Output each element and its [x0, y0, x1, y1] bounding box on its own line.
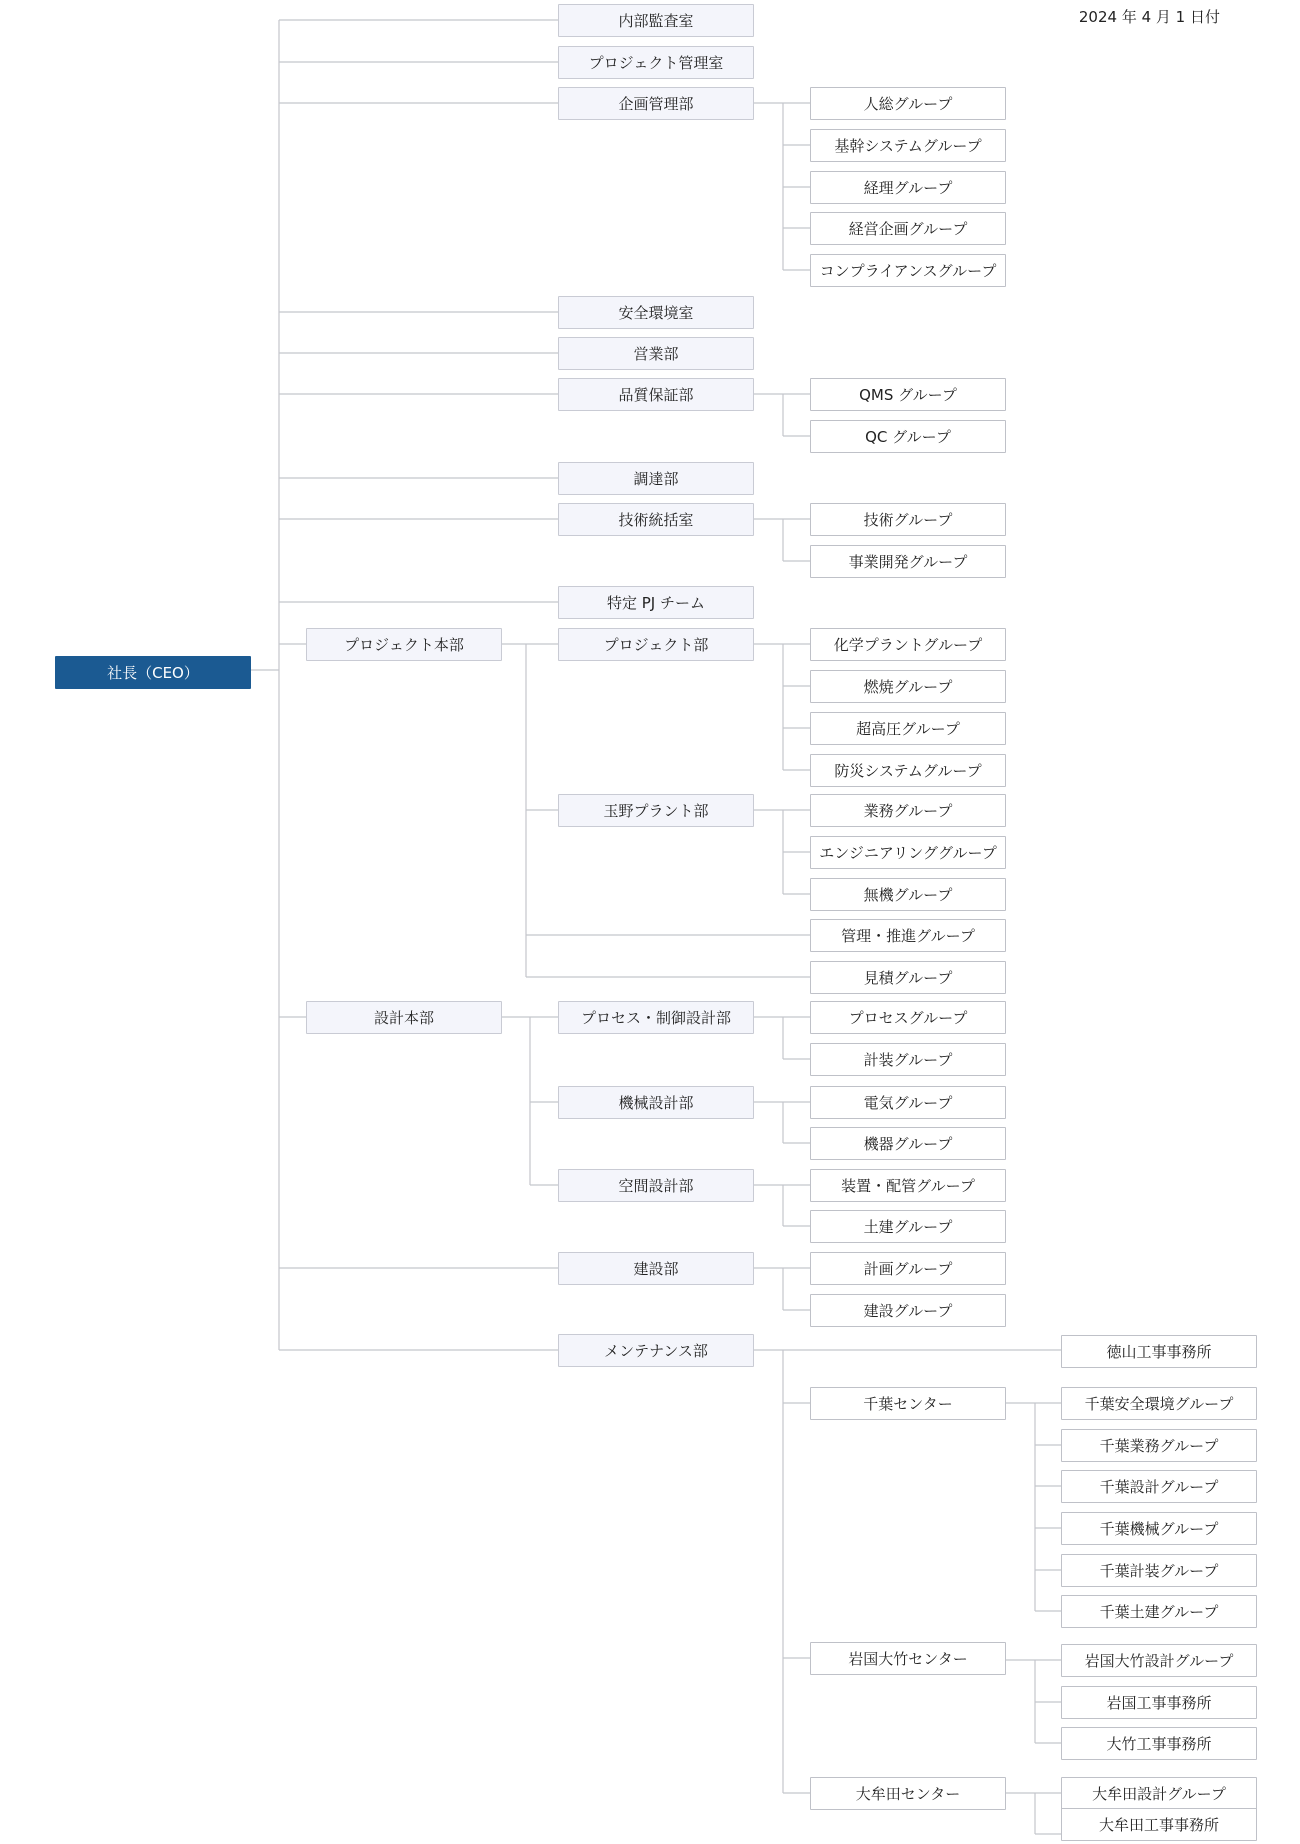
node-group: QMS グループ	[810, 378, 1006, 411]
node-project-division: プロジェクト本部	[306, 628, 502, 661]
node-mechanical-design-dept: 機械設計部	[558, 1086, 754, 1119]
node-chiba-center: 千葉センター	[810, 1387, 1006, 1420]
node-group: 業務グループ	[810, 794, 1006, 827]
node-tamano-plant-dept: 玉野プラント部	[558, 794, 754, 827]
node-group: 計画グループ	[810, 1252, 1006, 1285]
node-group: 経営企画グループ	[810, 212, 1006, 245]
node-group: コンプライアンスグループ	[810, 254, 1006, 287]
node-design-division: 設計本部	[306, 1001, 502, 1034]
node-group: 大牟田工事事務所	[1061, 1808, 1257, 1841]
node-group: 千葉機械グループ	[1061, 1512, 1257, 1545]
node-tech-office: 技術統括室	[558, 503, 754, 536]
node-project-dept: プロジェクト部	[558, 628, 754, 661]
node-omuta-center: 大牟田センター	[810, 1777, 1006, 1810]
node-group: 経理グループ	[810, 171, 1006, 204]
node-space-design-dept: 空間設計部	[558, 1169, 754, 1202]
node-group: 装置・配管グループ	[810, 1169, 1006, 1202]
node-group: プロセスグループ	[810, 1001, 1006, 1034]
node-group: 電気グループ	[810, 1086, 1006, 1119]
node-sales-dept: 営業部	[558, 337, 754, 370]
effective-date: 2024 年 4 月 1 日付	[1078, 8, 1220, 26]
node-quality-dept: 品質保証部	[558, 378, 754, 411]
node-group: 超高圧グループ	[810, 712, 1006, 745]
node-group: 基幹システムグループ	[810, 129, 1006, 162]
node-group: 事業開発グループ	[810, 545, 1006, 578]
node-group: 土建グループ	[810, 1210, 1006, 1243]
node-group: 無機グループ	[810, 878, 1006, 911]
node-maintenance-dept: メンテナンス部	[558, 1334, 754, 1367]
node-group: 機器グループ	[810, 1127, 1006, 1160]
node-group: エンジニアリンググループ	[810, 836, 1006, 869]
node-group: 千葉安全環境グループ	[1061, 1387, 1257, 1420]
node-group: 燃焼グループ	[810, 670, 1006, 703]
node-special-pj-team: 特定 PJ チーム	[558, 586, 754, 619]
node-group: 技術グループ	[810, 503, 1006, 536]
node-group: 岩国工事事務所	[1061, 1686, 1257, 1719]
node-group: 見積グループ	[810, 961, 1006, 994]
node-procurement-dept: 調達部	[558, 462, 754, 495]
node-project-management-office: プロジェクト管理室	[558, 46, 754, 79]
node-planning-dept: 企画管理部	[558, 87, 754, 120]
node-group: 千葉計装グループ	[1061, 1554, 1257, 1587]
node-group: 岩国大竹設計グループ	[1061, 1644, 1257, 1677]
node-group: 大牟田設計グループ	[1061, 1777, 1257, 1810]
node-tokuyama-office: 徳山工事事務所	[1061, 1335, 1257, 1368]
node-ceo: 社長（CEO）	[55, 656, 251, 689]
node-group: 建設グループ	[810, 1294, 1006, 1327]
node-group: 防災システムグループ	[810, 754, 1006, 787]
node-safety-env: 安全環境室	[558, 296, 754, 329]
node-group: 千葉土建グループ	[1061, 1595, 1257, 1628]
node-group: 化学プラントグループ	[810, 628, 1006, 661]
node-group: 千葉業務グループ	[1061, 1429, 1257, 1462]
node-group: QC グループ	[810, 420, 1006, 453]
node-construction-dept: 建設部	[558, 1252, 754, 1285]
node-group: 人総グループ	[810, 87, 1006, 120]
node-group: 大竹工事事務所	[1061, 1727, 1257, 1760]
node-process-control-design-dept: プロセス・制御設計部	[558, 1001, 754, 1034]
node-group: 千葉設計グループ	[1061, 1470, 1257, 1503]
node-iwakuni-otake-center: 岩国大竹センター	[810, 1642, 1006, 1675]
node-internal-audit: 内部監査室	[558, 4, 754, 37]
node-group: 管理・推進グループ	[810, 919, 1006, 952]
node-group: 計装グループ	[810, 1043, 1006, 1076]
